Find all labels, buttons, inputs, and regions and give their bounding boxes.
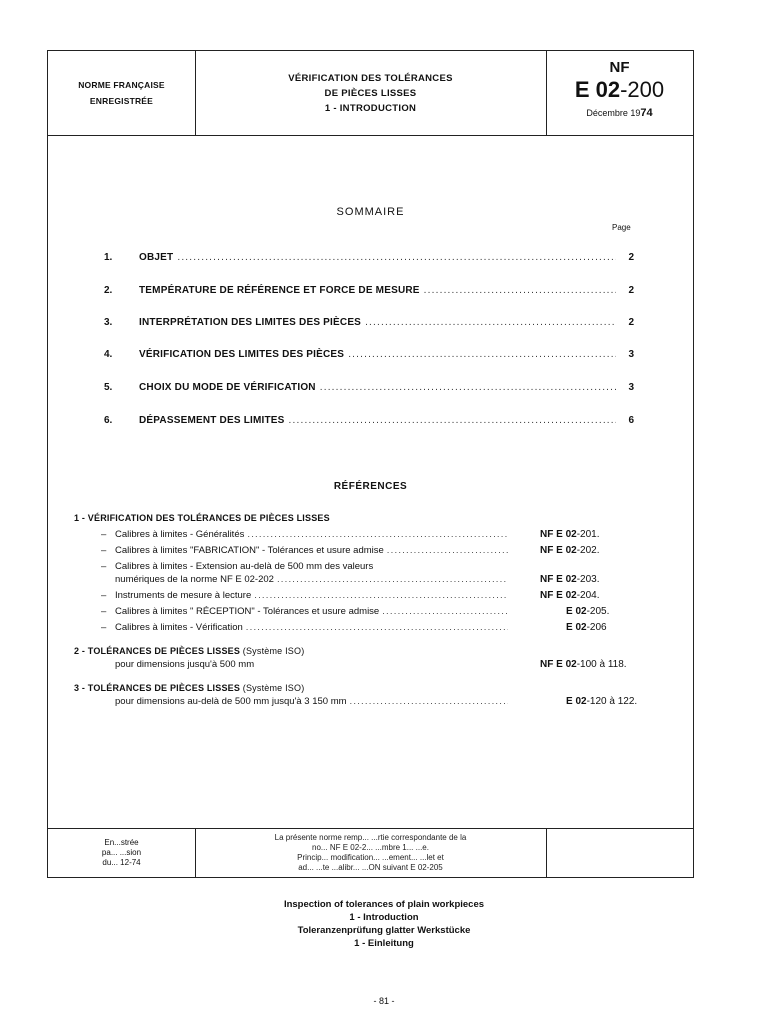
- reference-code-suffix: -202.: [576, 545, 600, 556]
- doc-title-line2: DE PIÈCES LISSES: [324, 87, 417, 99]
- reference-section-heading-text: 3 - TOLÉRANCES DE PIÈCES LISSES: [74, 683, 241, 693]
- toc-item[interactable]: [104, 252, 634, 266]
- leader-dots: [350, 696, 508, 707]
- reference-line: [115, 696, 511, 707]
- reference-section-3: [74, 683, 664, 693]
- dash-bullet: –: [101, 606, 107, 617]
- toc-leader-dots: [289, 415, 616, 426]
- footer-registration-cell: [48, 829, 196, 877]
- sommaire-title: SOMMAIRE: [336, 206, 405, 218]
- leader-dots: [246, 622, 508, 633]
- reference-code-series: E 02: [556, 659, 577, 670]
- toc-item-title: OBJET: [139, 252, 174, 263]
- reference-code-series: E 02: [556, 590, 577, 601]
- toc-item-title: CHOIX DU MODE DE VÉRIFICATION: [139, 382, 316, 393]
- reference-line-continuation: [115, 574, 511, 585]
- title-translations: [0, 898, 768, 950]
- footer-left-line2: pa... ...sion: [101, 848, 142, 857]
- standard-code-rest: -200: [620, 77, 665, 102]
- reference-code: [566, 696, 726, 707]
- reference-code: [540, 545, 700, 556]
- toc-item-title: INTERPRÉTATION DES LIMITES DES PIÈCES: [139, 317, 362, 328]
- date-year: 74: [640, 107, 653, 119]
- toc-item-number: 3.: [104, 317, 113, 328]
- reference-section-1: [74, 513, 664, 523]
- toc-item-number: 6.: [104, 415, 113, 426]
- reference-code-suffix: -201.: [576, 529, 600, 540]
- reference-line: [101, 545, 511, 556]
- norm-label-line2: ENREGISTRÉE: [89, 96, 154, 106]
- reference-line: [101, 561, 511, 572]
- footer-mid-line2: no... NF E 02-2... ...mbre 1... ...e.: [312, 843, 429, 852]
- toc-item-number: 1.: [104, 252, 113, 263]
- reference-code: [540, 529, 700, 540]
- toc-item[interactable]: [104, 415, 634, 429]
- header-left-cell: [48, 51, 196, 135]
- reference-text: Calibres à limites - Vérification: [115, 622, 243, 633]
- toc-item-page: 2: [628, 285, 634, 296]
- reference-section-heading-note: (Système ISO): [240, 646, 305, 656]
- reference-text: Calibres à limites " RÉCEPTION" - Tolérances et usure admise: [115, 606, 380, 617]
- reference-code-prefix: NF: [540, 545, 554, 556]
- toc-leader-dots: [348, 349, 616, 360]
- reference-text: pour dimensions jusqu'à 500 mm: [115, 659, 255, 670]
- reference-code: [566, 622, 726, 633]
- header-block: [48, 51, 693, 136]
- toc-leader-dots: [320, 382, 616, 393]
- reference-code-suffix: -204.: [576, 590, 600, 601]
- reference-code-suffix: -100 à 118.: [576, 659, 627, 670]
- header-title-cell: [195, 51, 547, 135]
- reference-section-heading: [74, 646, 664, 656]
- nf-label: NF: [609, 59, 630, 76]
- reference-code-prefix: NF: [540, 659, 554, 670]
- doc-title-line3: 1 - INTRODUCTION: [324, 102, 417, 114]
- reference-line: [101, 606, 511, 617]
- reference-section-heading-note: (Système ISO): [240, 683, 305, 693]
- dash-bullet: –: [101, 590, 107, 601]
- reference-code-series: E 02: [566, 606, 587, 617]
- doc-title-line1: VÉRIFICATION DES TOLÉRANCES: [288, 72, 453, 84]
- reference-code: [540, 659, 700, 670]
- english-subtitle: 1 - Introduction: [349, 912, 419, 923]
- document-frame: [47, 50, 694, 878]
- german-subtitle: 1 - Einleitung: [354, 938, 414, 949]
- reference-code-suffix: -120 à 122.: [586, 696, 638, 707]
- footer-left-line3: du... 12-74: [102, 858, 141, 867]
- reference-code-series: E 02: [566, 622, 587, 633]
- references-title: RÉFÉRENCES: [333, 481, 408, 492]
- reference-code-series: E 02: [556, 529, 577, 540]
- standard-code: [546, 77, 693, 103]
- standard-code-bold: E 02: [574, 77, 621, 102]
- reference-code-series: E 02: [556, 574, 577, 585]
- german-title: Toleranzenprüfung glatter Werkstücke: [297, 925, 471, 936]
- toc-item[interactable]: [104, 317, 634, 331]
- dash-bullet: –: [101, 561, 107, 572]
- reference-text: Calibres à limites - Généralités: [115, 529, 245, 540]
- toc-item-page: 2: [628, 252, 634, 263]
- reference-line: [101, 622, 511, 633]
- page-column-label: Page: [612, 223, 631, 232]
- reference-code: [540, 574, 700, 585]
- reference-text: Calibres à limites - Extension au-delà de 500 mm des valeurs: [115, 561, 374, 572]
- leader-dots: [387, 545, 508, 556]
- reference-section-heading: [74, 683, 664, 693]
- toc-leader-dots: [177, 252, 616, 263]
- footer-empty-cell: [546, 829, 693, 877]
- toc-item-title: DÉPASSEMENT DES LIMITES: [139, 415, 285, 426]
- reference-text: numériques de la norme NF E 02-202: [115, 574, 274, 585]
- dash-bullet: –: [101, 545, 107, 556]
- date-prefix: Décembre 19: [586, 108, 641, 118]
- leader-dots: [247, 529, 508, 540]
- toc-item-number: 4.: [104, 349, 113, 360]
- reference-section-heading: 1 - VÉRIFICATION DES TOLÉRANCES DE PIÈCES LISSES: [74, 513, 330, 523]
- toc-item-page: 3: [628, 382, 634, 393]
- footer-mid-line3: Princip... modification... ...ement... ...let et: [297, 853, 444, 862]
- reference-code-series: E 02: [556, 545, 577, 556]
- reference-line: [101, 529, 511, 540]
- reference-code-series: E 02: [566, 696, 587, 707]
- toc-leader-dots: [365, 317, 616, 328]
- reference-text: Instruments de mesure à lecture: [115, 590, 252, 601]
- reference-text: pour dimensions au-delà de 500 mm jusqu'à 3 150 mm: [115, 696, 347, 707]
- reference-line: [101, 590, 511, 601]
- toc-item-page: 2: [628, 317, 634, 328]
- dash-bullet: –: [101, 622, 107, 633]
- reference-code-suffix: -206: [586, 622, 607, 633]
- reference-code-prefix: NF: [540, 529, 554, 540]
- reference-code-prefix: NF: [540, 590, 554, 601]
- dash-bullet: –: [101, 529, 107, 540]
- toc-item-number: 5.: [104, 382, 113, 393]
- footer-left-line1: En...strée: [104, 838, 139, 847]
- toc-item-page: 3: [628, 349, 634, 360]
- english-title: Inspection of tolerances of plain workpieces: [283, 899, 485, 910]
- footer-block: [48, 828, 693, 877]
- toc-item[interactable]: [104, 349, 634, 363]
- toc-item[interactable]: [104, 285, 634, 299]
- footer-replacement-note: [195, 829, 547, 877]
- page-number: - 81 -: [373, 996, 395, 1006]
- toc-item-title: TEMPÉRATURE DE RÉFÉRENCE ET FORCE DE MESURE: [139, 285, 420, 296]
- reference-code-suffix: -205.: [586, 606, 610, 617]
- footer-mid-line1: La présente norme remp... ...rtie correspondante de la: [274, 833, 467, 842]
- leader-dots: [277, 574, 508, 585]
- reference-code-prefix: NF: [540, 574, 554, 585]
- reference-text: Calibres à limites "FABRICATION" - Tolérances et usure admise: [115, 545, 384, 556]
- reference-section-heading-text: 2 - TOLÉRANCES DE PIÈCES LISSES: [74, 646, 241, 656]
- reference-code: [540, 590, 700, 601]
- toc-item-page: 6: [628, 415, 634, 426]
- leader-dots: [254, 590, 508, 601]
- reference-code: [566, 606, 726, 617]
- reference-line: [115, 659, 511, 670]
- leader-dots: [382, 606, 508, 617]
- footer-mid-line4: ad... ...te ...alibr... ...ON suivant E 02-205: [298, 863, 443, 872]
- toc-leader-dots: [424, 285, 616, 296]
- norm-label-line1: NORME FRANÇAISE: [78, 80, 165, 90]
- reference-section-2: [74, 646, 664, 656]
- publication-date: [546, 107, 693, 119]
- toc-item-number: 2.: [104, 285, 113, 296]
- toc-item[interactable]: [104, 382, 634, 396]
- toc-item-title: VÉRIFICATION DES LIMITES DES PIÈCES: [139, 349, 345, 360]
- header-code-cell: [546, 51, 693, 135]
- reference-code-suffix: -203.: [576, 574, 600, 585]
